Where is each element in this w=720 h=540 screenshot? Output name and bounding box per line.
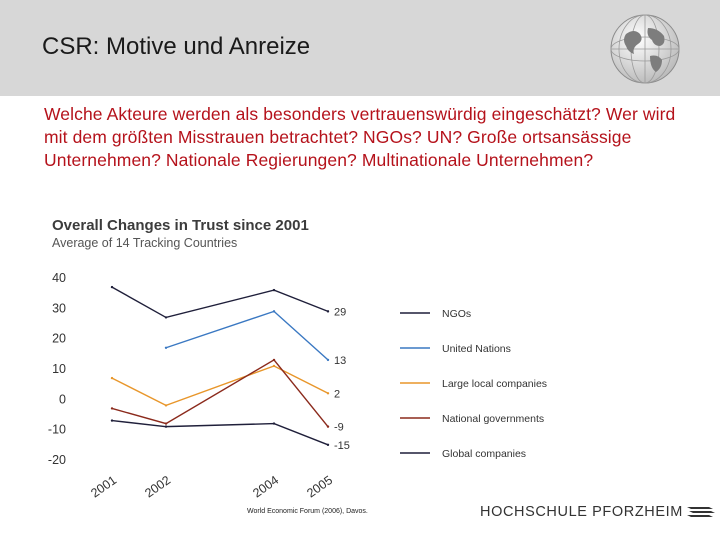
data-point <box>165 316 167 318</box>
trust-line-chart <box>30 208 560 504</box>
y-tick-label: 10 <box>52 362 66 376</box>
data-point <box>273 359 275 361</box>
y-tick-label: 0 <box>59 392 66 407</box>
data-point <box>165 404 167 406</box>
data-point <box>111 286 113 288</box>
globe-icon <box>608 12 682 86</box>
x-tick-label: 2004 <box>250 473 282 501</box>
series-line <box>112 360 328 427</box>
chart-legend <box>400 308 547 460</box>
data-point <box>327 310 329 312</box>
logo-text: HOCHSCHULE PFORZHEIM <box>480 504 683 520</box>
data-point <box>165 425 167 427</box>
chart-series-lines <box>111 286 350 452</box>
end-value-label: -15 <box>334 439 350 452</box>
y-tick-label: 20 <box>52 331 66 346</box>
y-tick-label: 40 <box>52 271 66 285</box>
chart-subtitle: Average of 14 Tracking Countries <box>52 236 238 250</box>
data-point <box>327 444 329 446</box>
data-point <box>327 359 329 361</box>
data-point <box>273 365 275 367</box>
series-line <box>166 311 328 360</box>
y-tick-label: 30 <box>52 301 66 316</box>
y-tick-label: -10 <box>47 422 66 437</box>
data-point <box>111 419 113 421</box>
source-citation: World Economic Forum (2006), Davos. <box>247 508 368 515</box>
legend-label: National governments <box>442 413 545 425</box>
data-point <box>273 310 275 312</box>
slide-body-text: Welche Akteure werden als besonders vertrauenswürdig eingeschätzt? Wer wird mit dem größten Misstrauen betrachtet? NGOs? UN? Große ortsansässige Unternehmen? Nationale Regierungen? Multinationale Unternehmen? <box>44 104 676 170</box>
x-tick-label: 2001 <box>88 473 120 501</box>
x-tick-label: 2002 <box>142 473 174 501</box>
slide-title: CSR: Motive und Anreize <box>42 33 311 60</box>
end-value-label: -9 <box>334 421 344 434</box>
legend-label: United Nations <box>442 343 511 355</box>
data-point <box>327 425 329 427</box>
legend-label: Global companies <box>442 448 527 460</box>
end-value-label: 29 <box>334 306 347 319</box>
x-tick-label: 2005 <box>304 473 336 501</box>
slide-header <box>0 0 720 96</box>
data-point <box>111 407 113 409</box>
chart-title: Overall Changes in Trust since 2001 <box>52 217 309 234</box>
data-point <box>327 392 329 394</box>
data-point <box>273 289 275 291</box>
series-line <box>112 287 328 317</box>
end-value-label: 2 <box>334 388 341 401</box>
pforzheim-logo-mark <box>687 505 715 519</box>
legend-label: NGOs <box>442 308 472 320</box>
legend-label: Large local companies <box>442 378 548 390</box>
y-tick-label: -20 <box>47 453 66 467</box>
university-logo <box>480 504 715 520</box>
data-point <box>111 377 113 379</box>
data-point <box>165 422 167 424</box>
data-point <box>273 422 275 424</box>
data-point <box>165 347 167 349</box>
end-value-label: 13 <box>334 354 347 367</box>
series-line <box>112 421 328 445</box>
chart-axes <box>48 271 335 500</box>
